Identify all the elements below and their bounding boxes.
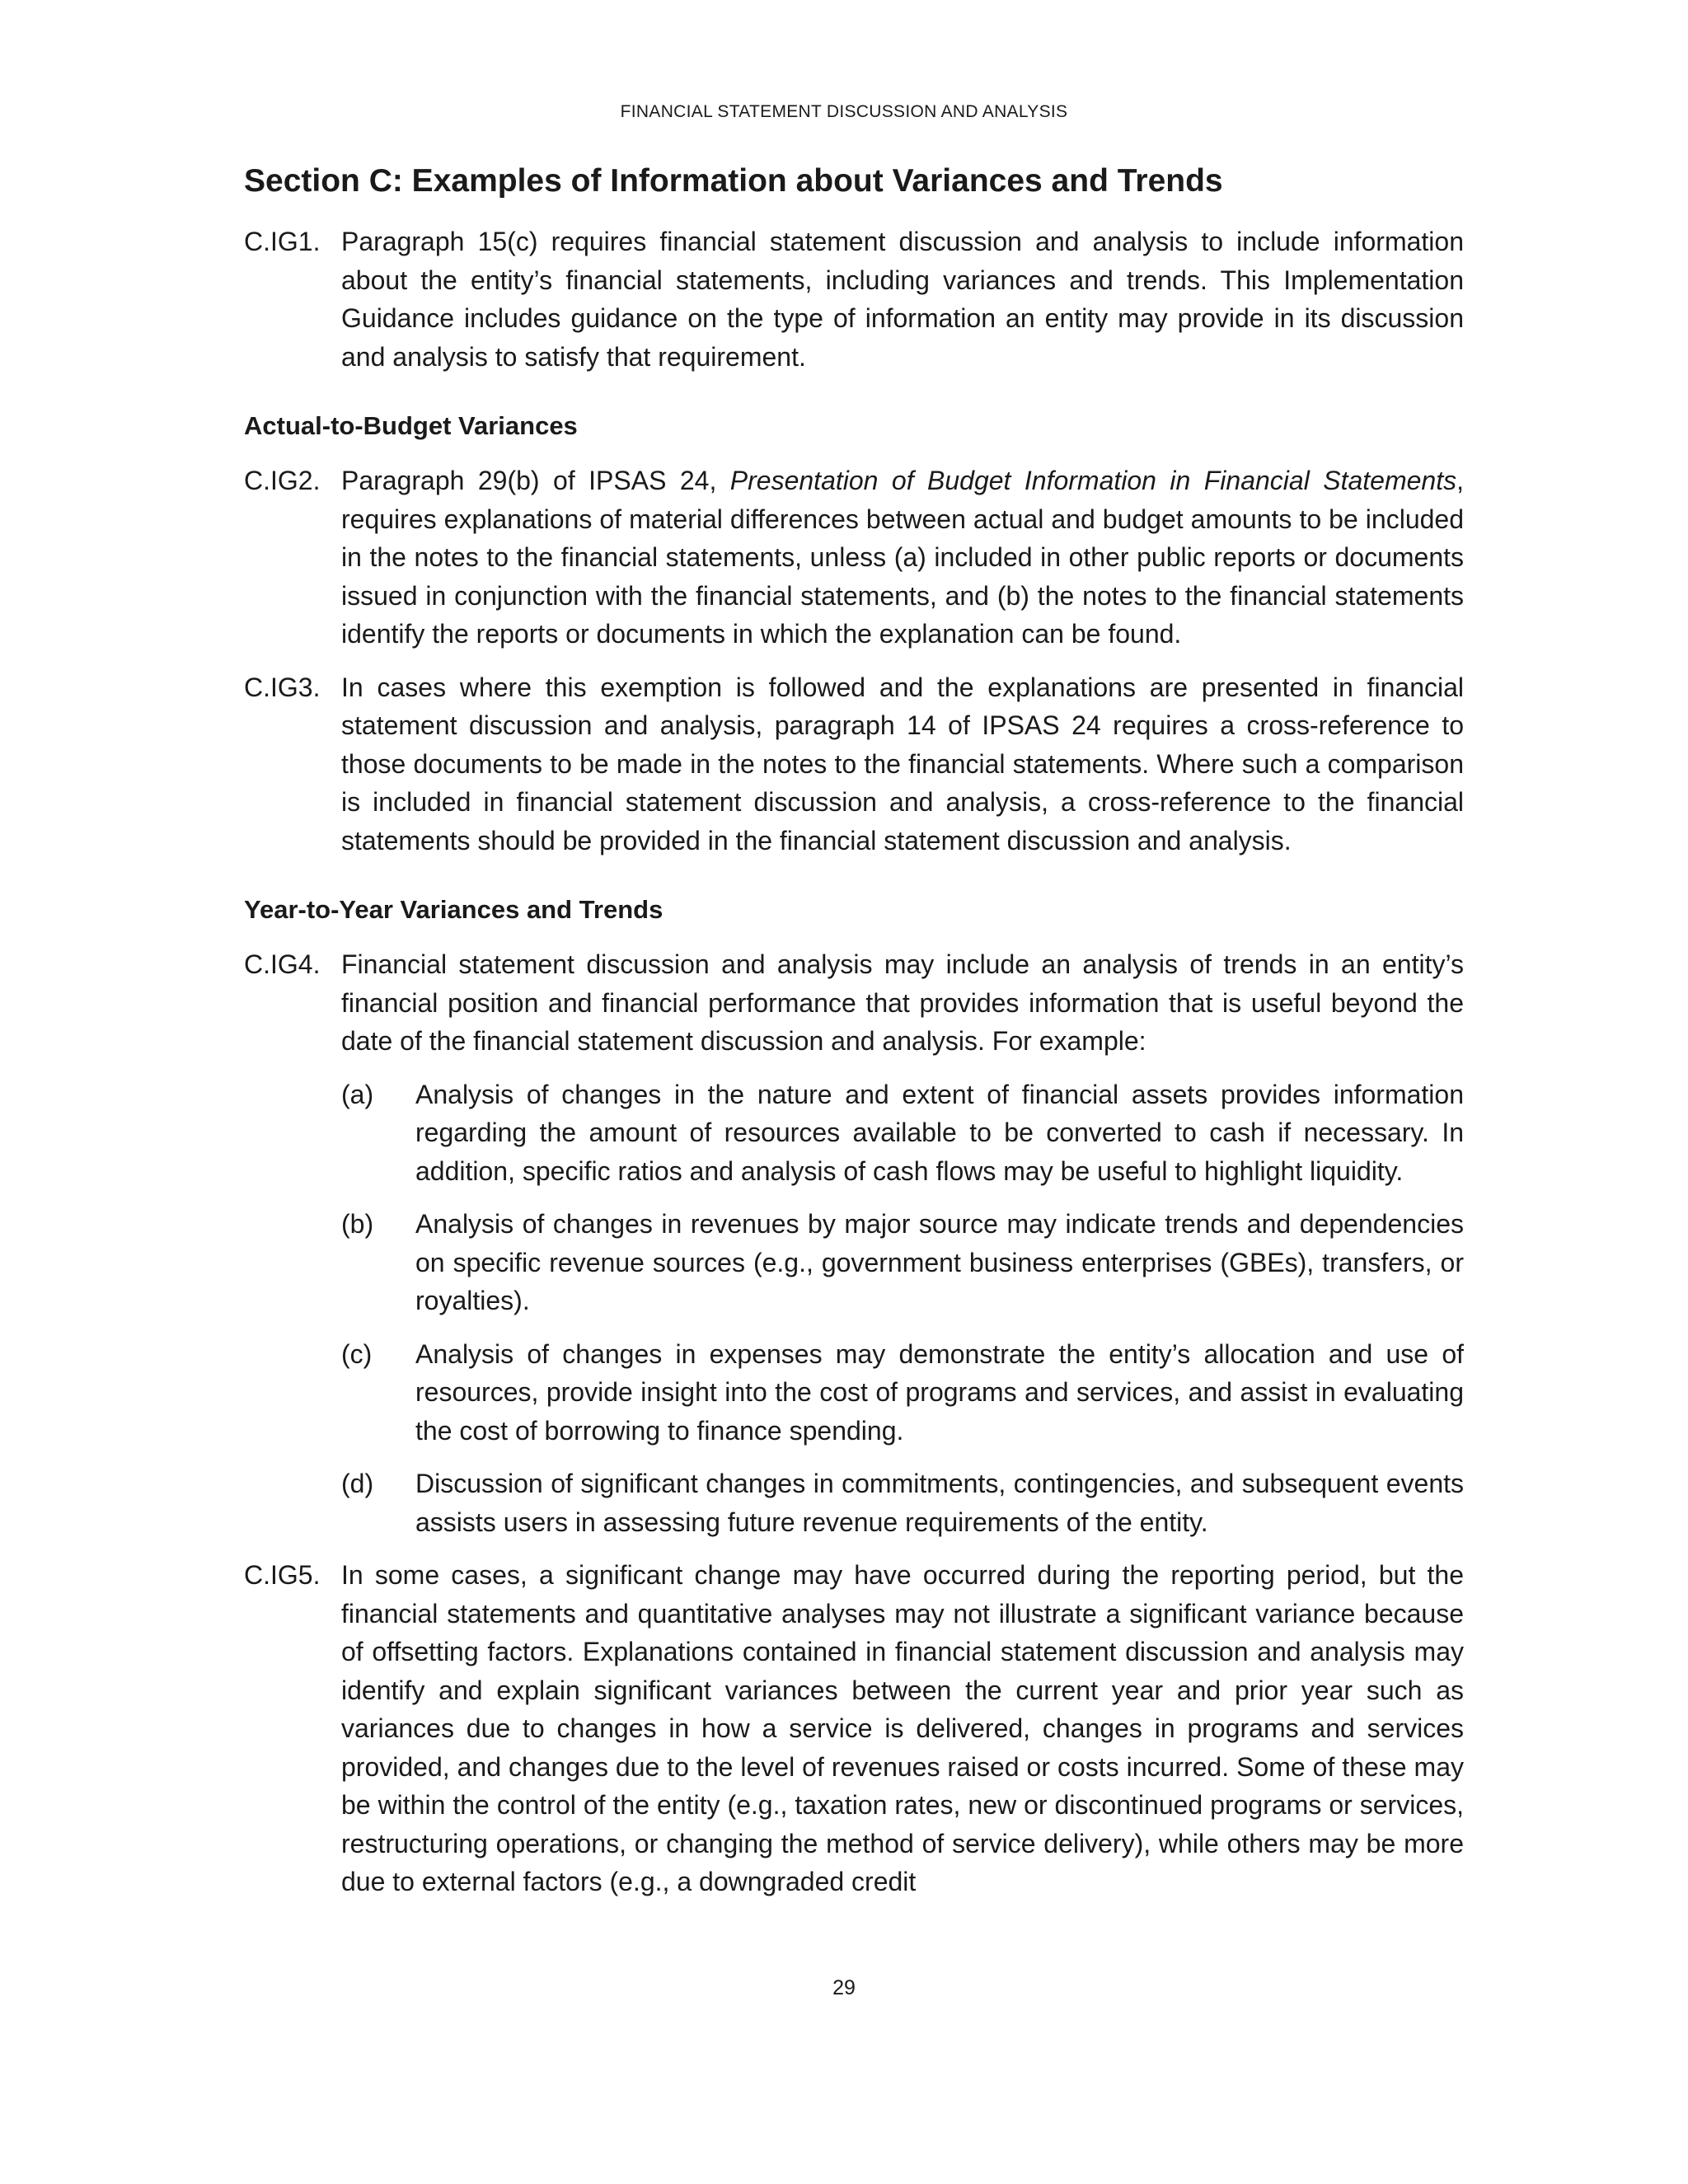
subheading-year-to-year: Year-to-Year Variances and Trends bbox=[244, 895, 663, 924]
sub-item-label: (b) bbox=[341, 1209, 374, 1239]
sub-item-text: Analysis of changes in expenses may demonstrate the entity’s allocation and use of resources, provide insight into the cost of programs and services, and assist in evaluating the cost of borrowing to finance spending. bbox=[415, 1338, 1464, 1446]
running-header: FINANCIAL STATEMENT DISCUSSION AND ANALYSIS bbox=[620, 102, 1068, 121]
paragraph-c-ig2 bbox=[244, 462, 1464, 654]
sub-item-text: Analysis of changes in the nature and extent of financial assets provides information regarding the amount of resources available to be converted to cash if necessary. In addition, specific ratios and analysis of cash flows may be useful to highlight liquidity. bbox=[415, 1079, 1464, 1186]
paragraph-number: C.IG3. bbox=[244, 672, 321, 702]
sub-item-a bbox=[341, 1076, 1464, 1191]
paragraph-text-lead: Paragraph 29(b) of IPSAS 24, bbox=[341, 466, 730, 495]
sub-item-b bbox=[341, 1205, 1464, 1320]
paragraph-text: In some cases, a significant change may have occurred during the reporting period, but the financial statements and quantitative analyses may not illustrate a significant variance because of offsetting factors. Explanations contained in financial statement discussion and analysis may identify and explain significant variances between the current year and prior year such as variances due to changes in how a service is delivered, changes in programs and services provided, and changes due to the level of revenues raised or costs incurred. Some of these may be within the control of the entity (e.g., taxation rates, new or discontinued programs or services, restructuring operations, or changing the method of service delivery), while others may be more due to external factors (e.g., a downgraded credit bbox=[341, 1560, 1464, 1896]
sub-item-c bbox=[341, 1335, 1464, 1451]
section-title: Section C: Examples of Information about Variances and Trends bbox=[244, 163, 1223, 199]
paragraph-text: In cases where this exemption is followed and the explanations are presented in financial statement discussion and analysis, paragraph 14 of IPSAS 24 requires a cross-reference to those documents to be made in the notes to the financial statements. Where such a comparison is included in financial statement discussion and analysis, a cross-reference to the financial statements should be provided in the financial statement discussion and analysis. bbox=[341, 672, 1464, 855]
page-number: 29 bbox=[832, 1976, 856, 1999]
paragraph-c-ig5 bbox=[244, 1556, 1464, 1901]
sub-item-list bbox=[341, 1076, 1464, 1542]
page-content bbox=[244, 158, 1464, 1916]
subheading-actual-to-budget: Actual-to-Budget Variances bbox=[244, 411, 578, 440]
paragraph-c-ig1 bbox=[244, 223, 1464, 376]
paragraph-text: Financial statement discussion and analysis may include an analysis of trends in an entity’s financial position and financial performance that provides information that is useful beyond the date of the financial statement discussion and analysis. For example: bbox=[341, 949, 1464, 1056]
paragraph-number: C.IG4. bbox=[244, 949, 321, 979]
paragraph-text bbox=[341, 462, 1464, 654]
sub-item-label: (c) bbox=[341, 1338, 373, 1369]
sub-item-text: Analysis of changes in revenues by major source may indicate trends and dependencies on specific revenue sources (e.g., government business enterprises (GBEs), transfers, or royalties). bbox=[415, 1209, 1464, 1315]
sub-item-text: Discussion of significant changes in commitments, contingencies, and subsequent events assists users in assessing future revenue requirements of the entity. bbox=[415, 1469, 1464, 1537]
paragraph-c-ig3 bbox=[244, 668, 1464, 860]
paragraph-text: Paragraph 15(c) requires financial statement discussion and analysis to include information about the entity’s financial statements, including variances and trends. This Implementation Guidance includes guidance on the type of information an entity may provide in its discussion and analysis to satisfy that requirement. bbox=[341, 227, 1464, 372]
paragraph-c-ig4 bbox=[244, 945, 1464, 1541]
sub-item-label: (a) bbox=[341, 1079, 374, 1109]
sub-item-d bbox=[341, 1465, 1464, 1541]
paragraph-number: C.IG1. bbox=[244, 227, 321, 256]
sub-item-label: (d) bbox=[341, 1469, 374, 1498]
ipsas-24-title: Presentation of Budget Information in Financial Statements bbox=[729, 466, 1457, 495]
paragraph-number: C.IG2. bbox=[244, 466, 321, 495]
paragraph-text-rest: , requires explanations of material differences between actual and budget amounts to be included in the notes to the financial statements, unless (a) included in other public reports or documents issued in conjunction with the financial statements, and (b) the notes to the financial statements identify the reports or documents in which the explanation can be found. bbox=[341, 466, 1465, 649]
paragraph-number: C.IG5. bbox=[244, 1560, 321, 1590]
